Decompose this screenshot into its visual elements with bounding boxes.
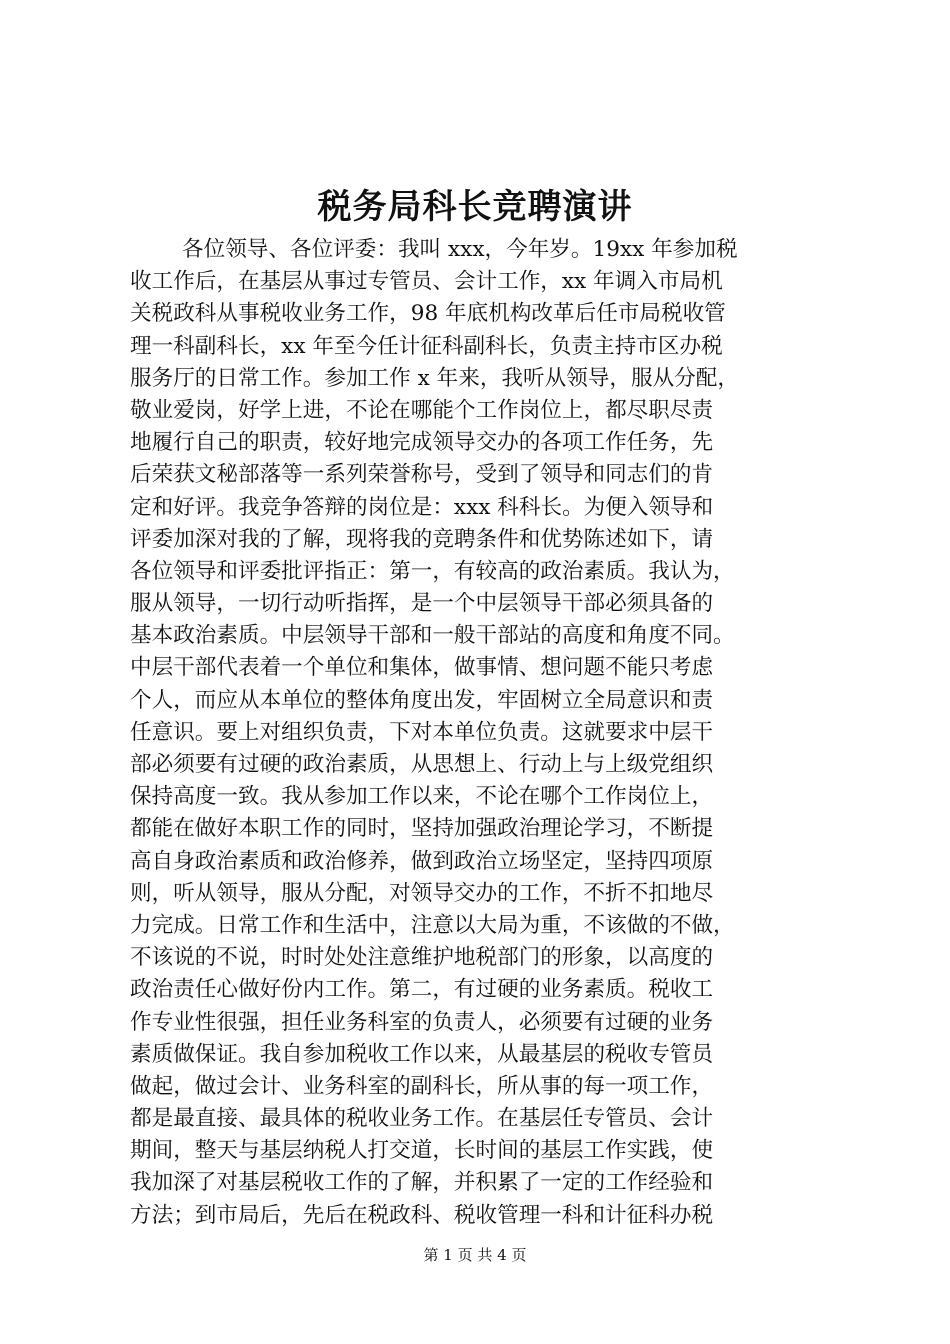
text-line: 素质做保证。我自参加税收工作以来，从最基层的税收专管员 xyxy=(130,1041,714,1067)
text-line: 都能在做好本职工作的同时，坚持加强政治理论学习，不断提 xyxy=(130,816,714,842)
text-line: 做起，做过会计、业务科室的副科长，所从事的每一项工作， xyxy=(130,1073,714,1099)
text-line: 都是最直接、最具体的税收业务工作。在基层任专管员、会计 xyxy=(130,1106,714,1132)
text-line: 方法；到市局后，先后在税政科、税收管理一科和计征科办税 xyxy=(130,1202,714,1228)
text-line: 我加深了对基层税收工作的了解，并积累了一定的工作经验和 xyxy=(130,1170,714,1196)
text-line: 保持高度一致。我从参加工作以来，不论在哪个工作岗位上， xyxy=(130,784,714,810)
text-line: 部必须要有过硬的政治素质，从思想上、行动上与上级党组织 xyxy=(130,752,714,777)
page-footer: 第 1 页 共 4 页 xyxy=(423,1246,527,1264)
text-line: 力完成。日常工作和生活中，注意以大局为重，不该做的不做， xyxy=(130,912,735,938)
text-line: 后荣获文秘部落等一系列荣誉称号，受到了领导和同志们的肯 xyxy=(130,462,714,488)
text-line: 服从领导，一切行动听指挥，是一个中层领导干部必须具备的 xyxy=(130,591,714,617)
page-title: 税务局科长竞聘演讲 xyxy=(317,187,633,227)
text-line: 收工作后，在基层从事过专管员、会计工作，xx 年调入市局机 xyxy=(130,269,723,295)
text-line: 则，听从领导，服从分配，对领导交办的工作，不折不扣地尽 xyxy=(130,880,714,906)
text-line: 政治责任心做好份内工作。第二，有过硬的业务素质。税收工 xyxy=(130,977,714,1003)
text-line: 基本政治素质。中层领导干部和一般干部站的高度和角度不同。 xyxy=(130,623,735,649)
text-line: 各位领导和评委批评指正：第一，有较高的政治素质。我认为， xyxy=(130,558,735,584)
text-line: 定和好评。我竞争答辩的岗位是：xxx 科科长。为便入领导和 xyxy=(130,494,714,520)
text-line: 不该说的不说，时时处处注意维护地税部门的形象，以高度的 xyxy=(130,945,714,971)
text-line: 中层干部代表着一个单位和集体，做事情、想问题不能只考虑 xyxy=(130,655,714,681)
text-line: 关税政科从事税收业务工作，98 年底机构改革后任市局税收管 xyxy=(130,301,726,327)
text-line: 作专业性很强，担任业务科室的负责人，必须要有过硬的业务 xyxy=(130,1009,714,1035)
text-line: 期间，整天与基层纳税人打交道，长时间的基层工作实践，使 xyxy=(130,1138,714,1164)
body-text xyxy=(130,234,830,1232)
text-line: 任意识。要上对组织负责，下对本单位负责。这就要求中层干 xyxy=(130,719,714,745)
text-line: 理一科副科长，xx 年至今任计征科副科长，负责主持市区办税 xyxy=(130,333,723,359)
text-line: 服务厅的日常工作。参加工作 x 年来，我听从领导，服从分配， xyxy=(130,365,739,391)
text-line: 各位领导、各位评委：我叫 xxx，今年岁。19xx 年参加税 xyxy=(182,237,738,262)
text-line: 地履行自己的职责，较好地完成领导交办的各项工作任务，先 xyxy=(130,430,714,456)
text-line: 高自身政治素质和政治修养，做到政治立场坚定，坚持四项原 xyxy=(130,848,714,874)
text-line: 敬业爱岗，好学上进，不论在哪能个工作岗位上，都尽职尽责 xyxy=(130,397,714,423)
text-line: 个人，而应从本单位的整体角度出发，牢固树立全局意识和责 xyxy=(130,687,714,713)
text-line: 评委加深对我的了解，现将我的竞聘条件和优势陈述如下，请 xyxy=(130,526,714,552)
